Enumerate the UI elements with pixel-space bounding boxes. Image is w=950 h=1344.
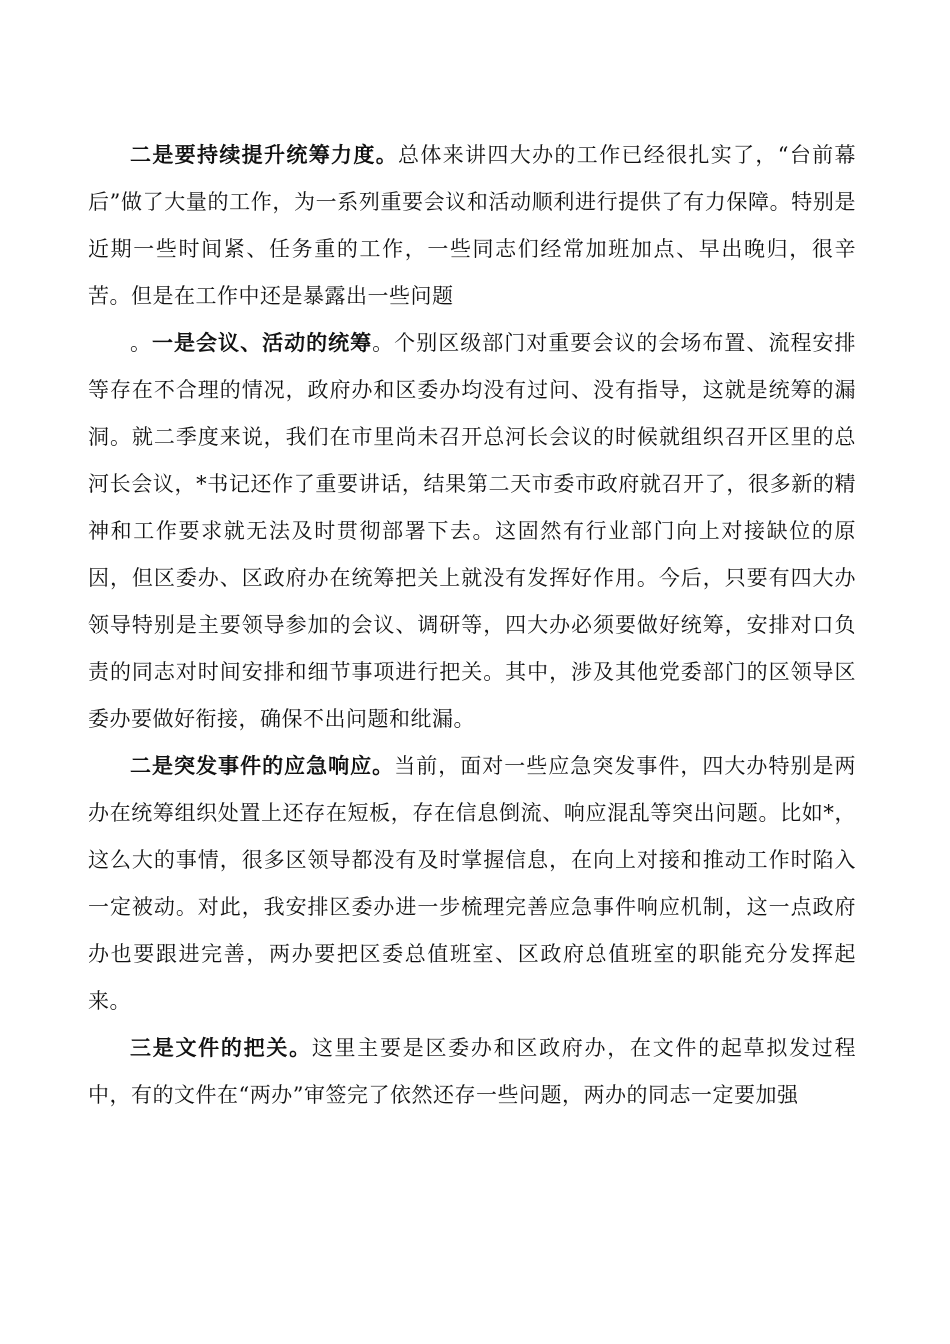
paragraph-2-text: 。个别区级部门对重要会议的会场布置、流程安排等存在不合理的情况，政府办和区委办均没有过问、没有指导，这就是统筹的漏洞。就二季度来说，我们在市里尚未召开总河长会议的时候就组织召开区里的总河长会议，*书记还作了重要讲话，结果第二天市委市政府就召开了，很多新的精神和工作要求就无法及时贯彻部署下去。这固然有行业部门向上对接缺位的原因，但区委办、区政府办在统筹把关上就没有发挥好作用。今后，只要有四大办领导特别是主要领导参加的会议、调研等，四大办必须要做好统筹，安排对口负责的同志对时间安排和细节事项进行把关。其中，涉及其他党委部门的区领导区委办要做好衔接，确保不出问题和纰漏。 [88, 331, 856, 731]
paragraph-4 [88, 1025, 856, 1119]
document-body [88, 132, 856, 1119]
paragraph-2-prefix: 。 [130, 331, 153, 355]
paragraph-2 [88, 320, 856, 743]
paragraph-1 [88, 132, 856, 320]
paragraph-3-text: 当前，面对一些应急突发事件，四大办特别是两办在统筹组织处置上还存在短板，存在信息倒流、响应混乱等突出问题。比如*，这么大的事情，很多区领导都没有及时掌握信息，在向上对接和推动工作时陷入一定被动。对此，我安排区委办进一步梳理完善应急事件响应机制，这一点政府办也要跟进完善，两办要把区委总值班室、区政府总值班室的职能充分发挥起来。 [88, 754, 856, 1013]
paragraph-1-lead: 二是要持续提升统筹力度。 [130, 143, 399, 167]
paragraph-1-text: 总体来讲四大办的工作已经很扎实了，“台前幕后”做了大量的工作，为一系列重要会议和活动顺利进行提供了有力保障。特别是近期一些时间紧、任务重的工作，一些同志们经常加班加点、早出晚归，很辛苦。但是在工作中还是暴露出一些问题 [88, 143, 857, 308]
paragraph-3-lead: 二是突发事件的应急响应。 [130, 754, 395, 778]
paragraph-3 [88, 743, 856, 1025]
paragraph-4-text: 这里主要是区委办和区政府办，在文件的起草拟发过程中，有的文件在“两办”审签完了依然还存一些问题，两办的同志一定要加强 [88, 1036, 857, 1107]
paragraph-2-lead: 一是会议、活动的统筹 [152, 331, 373, 355]
paragraph-4-lead: 三是文件的把关。 [130, 1036, 312, 1060]
